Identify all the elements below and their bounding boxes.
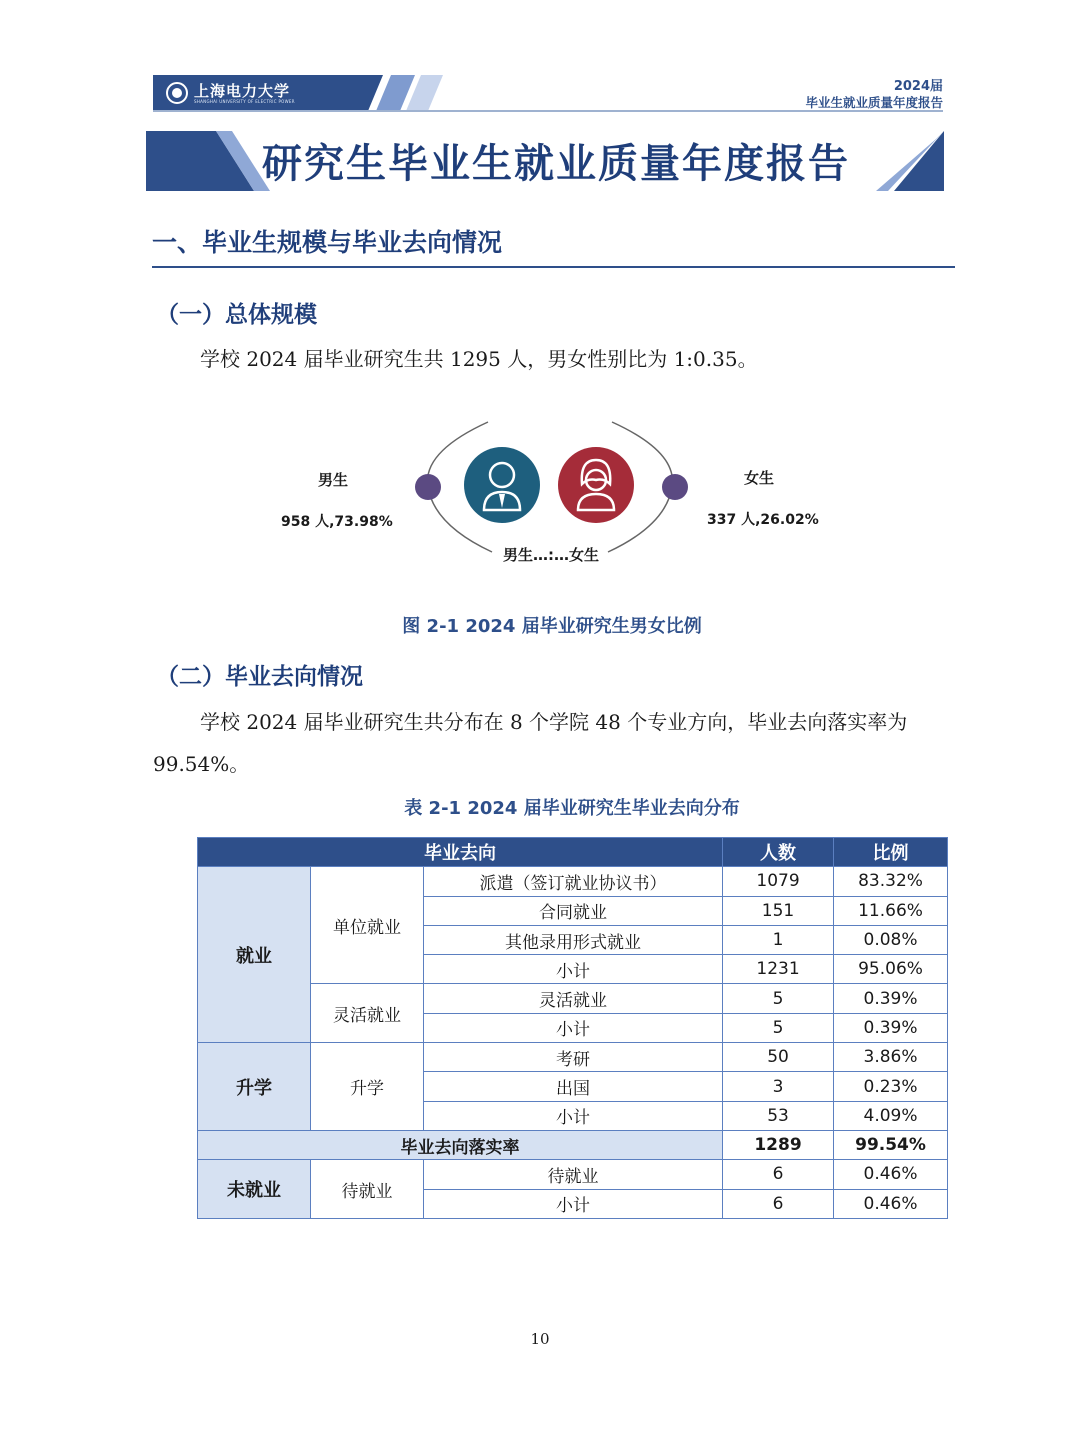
row-count: 1 <box>723 925 834 954</box>
row-ratio: 11.66% <box>834 896 948 925</box>
row-item: 小计 <box>424 1189 723 1218</box>
subsection-title-destination: （二）毕业去向情况 <box>156 664 363 690</box>
male-person-icon <box>464 447 540 523</box>
row-count: 53 <box>723 1101 834 1130</box>
subcategory-flexible-employment: 灵活就业 <box>311 984 424 1043</box>
figure-caption: 图 2-1 2024 届毕业研究生男女比例 <box>402 616 702 637</box>
report-name: 毕业生就业质量年度报告 <box>805 95 943 110</box>
table-row <box>198 984 948 1013</box>
category-employed: 就业 <box>198 867 311 1043</box>
main-title: 研究生毕业生就业质量年度报告 <box>262 141 850 187</box>
category-unemployed: 未就业 <box>198 1160 311 1219</box>
subcategory-awaiting-employment: 待就业 <box>311 1160 424 1219</box>
male-label: 男生 <box>318 471 349 489</box>
table-caption: 表 2-1 2024 届毕业研究生毕业去向分布 <box>404 798 740 819</box>
row-count: 3 <box>723 1072 834 1101</box>
header-count: 人数 <box>723 838 834 867</box>
row-item: 灵活就业 <box>424 984 723 1013</box>
row-ratio: 0.08% <box>834 925 948 954</box>
header-ratio: 比例 <box>834 838 948 867</box>
header-report-title <box>805 79 943 111</box>
row-ratio: 95.06% <box>834 955 948 984</box>
rate-ratio: 99.54% <box>834 1130 948 1159</box>
row-item: 考研 <box>424 1043 723 1072</box>
rate-count: 1289 <box>723 1130 834 1159</box>
header-destination: 毕业去向 <box>198 838 723 867</box>
school-name: 上海电力大学 <box>194 81 291 100</box>
female-person-icon <box>558 447 634 523</box>
row-item: 出国 <box>424 1072 723 1101</box>
scale-paragraph: 学校 2024 届毕业研究生共 1295 人，男女性别比为 1:0.35。 <box>200 347 758 371</box>
report-year: 2024届 <box>893 79 943 94</box>
school-logo <box>166 82 295 104</box>
destination-table <box>197 837 948 1219</box>
row-item: 合同就业 <box>424 896 723 925</box>
row-ratio: 4.09% <box>834 1101 948 1130</box>
row-count: 6 <box>723 1160 834 1189</box>
row-ratio: 0.39% <box>834 984 948 1013</box>
row-item: 待就业 <box>424 1160 723 1189</box>
table-rate-row <box>198 1130 948 1159</box>
table-row <box>198 867 948 896</box>
row-count: 1079 <box>723 867 834 896</box>
row-item: 小计 <box>424 1101 723 1130</box>
table-row <box>198 1160 948 1189</box>
female-value: 337 人,26.02% <box>707 512 819 528</box>
row-ratio: 3.86% <box>834 1043 948 1072</box>
subcategory-unit-employment: 单位就业 <box>311 867 424 984</box>
section-rule <box>152 266 955 268</box>
school-seal-icon <box>166 82 188 104</box>
row-item: 其他录用形式就业 <box>424 925 723 954</box>
row-item: 小计 <box>424 1013 723 1042</box>
destination-paragraph-line2: 99.54%。 <box>153 752 250 776</box>
category-further-study: 升学 <box>198 1043 311 1131</box>
row-ratio: 0.46% <box>834 1160 948 1189</box>
destination-paragraph-line1: 学校 2024 届毕业研究生共分布在 8 个学院 48 个专业方向，毕业去向落实率为 <box>200 710 908 734</box>
row-item: 小计 <box>424 955 723 984</box>
row-ratio: 0.39% <box>834 1013 948 1042</box>
female-label: 女生 <box>744 469 775 487</box>
school-sub-name: SHANGHAI UNIVERSITY OF ELECTRIC POWER <box>194 98 295 104</box>
row-count: 5 <box>723 984 834 1013</box>
row-count: 50 <box>723 1043 834 1072</box>
row-ratio: 0.23% <box>834 1072 948 1101</box>
rate-label: 毕业去向落实率 <box>198 1130 723 1159</box>
row-item: 派遣（签订就业协议书） <box>424 867 723 896</box>
table-row <box>198 1043 948 1072</box>
row-count: 6 <box>723 1189 834 1218</box>
page-number: 10 <box>530 1330 550 1348</box>
ratio-label: 男生…:…女生 <box>503 546 599 564</box>
male-value: 958 人,73.98% <box>281 514 393 530</box>
row-ratio: 0.46% <box>834 1189 948 1218</box>
row-ratio: 83.32% <box>834 867 948 896</box>
subcategory-further-study: 升学 <box>311 1043 424 1131</box>
row-count: 1231 <box>723 955 834 984</box>
subsection-title-scale: （一）总体规模 <box>156 302 317 328</box>
row-count: 151 <box>723 896 834 925</box>
section-title: 一、毕业生规模与毕业去向情况 <box>152 228 503 257</box>
table-header-row <box>198 838 948 867</box>
row-count: 5 <box>723 1013 834 1042</box>
